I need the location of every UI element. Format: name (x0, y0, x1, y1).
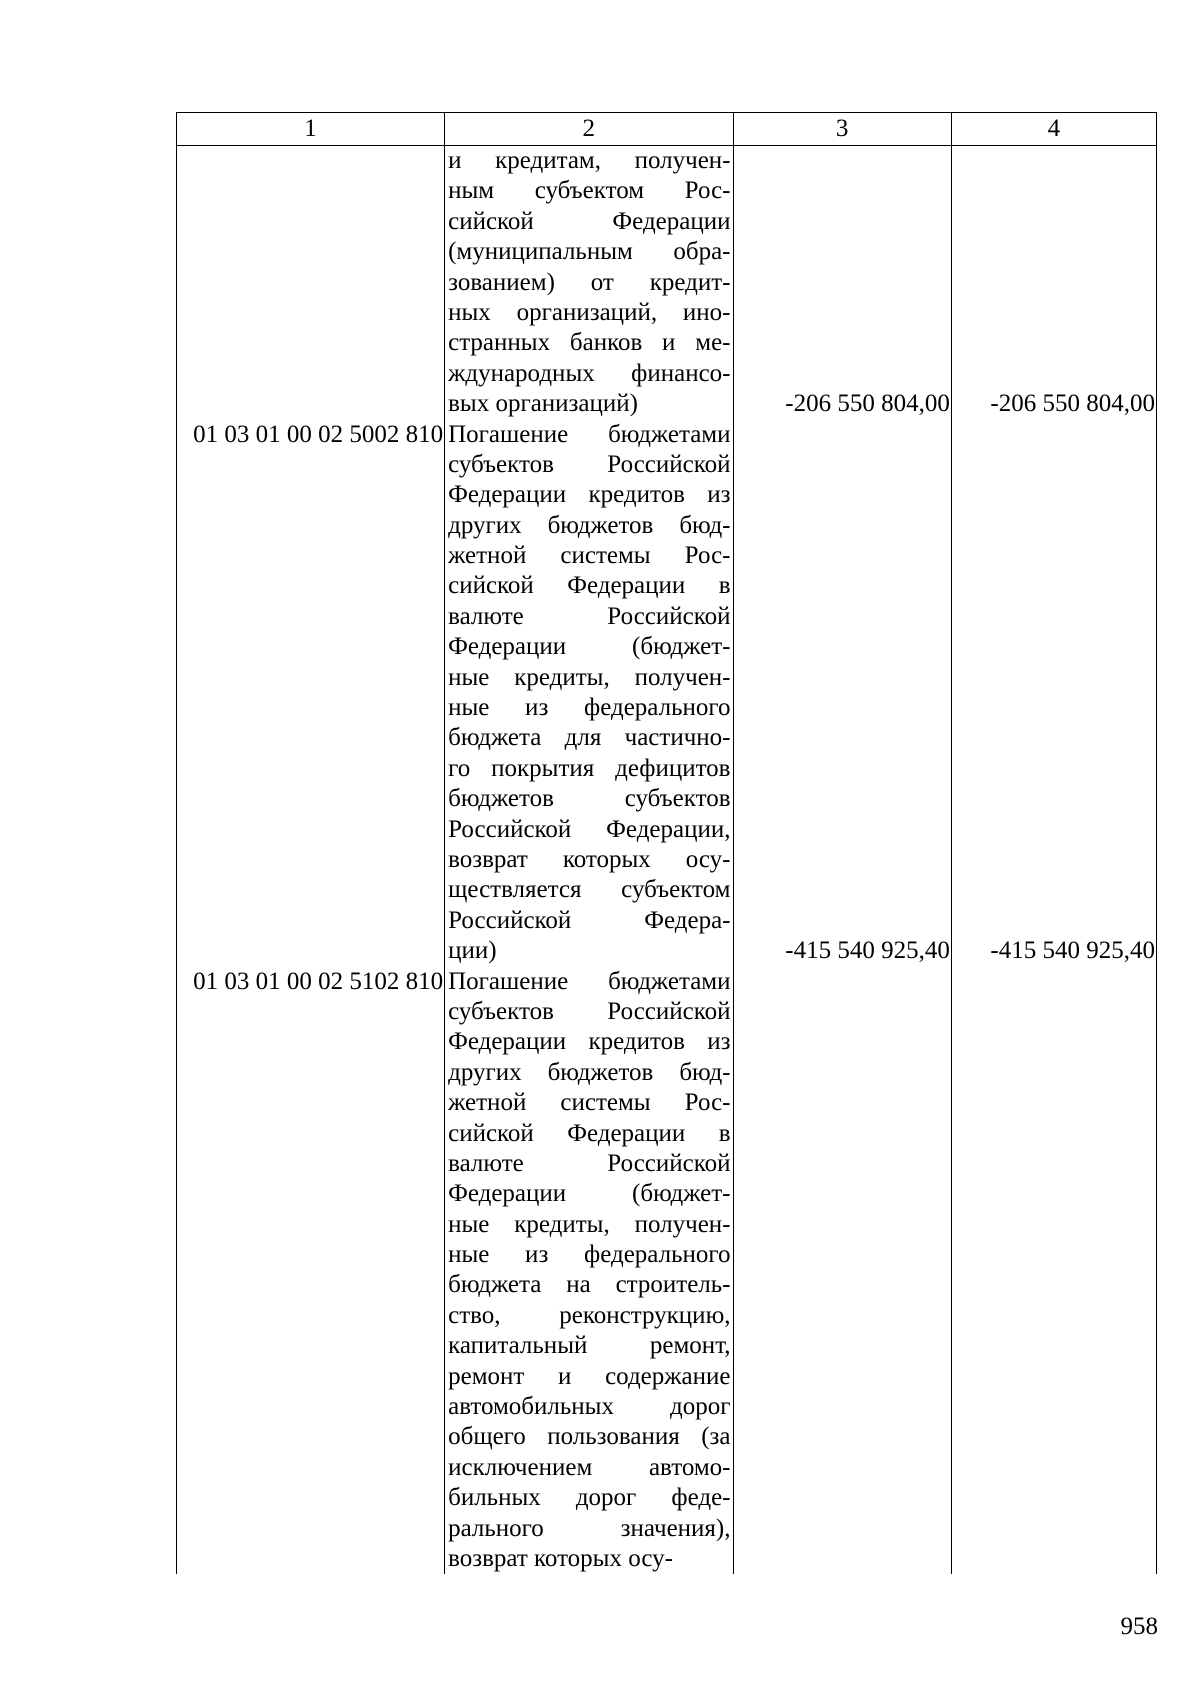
page-number: 958 (1120, 1613, 1158, 1640)
column-header-1: 1 (177, 113, 445, 146)
description-line: Федерации (бюджет- (448, 633, 731, 661)
description-cell (445, 420, 733, 967)
description-line: капитальный ремонт, (448, 1332, 731, 1360)
budget-code-cell: 01 03 01 00 02 5002 810 (177, 420, 445, 967)
description-line: Федерации кредитов из (448, 1028, 731, 1056)
description-line: сийской Федерации в (448, 1119, 731, 1147)
description-line: сийской Федерации (448, 207, 731, 235)
description-line: ные кредиты, получен- (448, 663, 731, 691)
description-line: сийской Федерации в (448, 572, 731, 600)
description-cell (445, 967, 733, 1575)
description-line: субъектов Российской (448, 450, 731, 478)
description-line: бюджета для частично- (448, 724, 731, 752)
amount-col3-cell: -415 540 925,40 (733, 420, 951, 967)
description-line: бюджета на строитель- (448, 1271, 731, 1299)
description-line: субъектов Российской (448, 997, 731, 1025)
description-line: бильных дорог феде- (448, 1484, 731, 1512)
description-line: ным субъектом Рос- (448, 177, 731, 205)
description-line: валюте Российской (448, 1149, 731, 1177)
amount-col3-cell (733, 967, 951, 1575)
column-header-3: 3 (733, 113, 951, 146)
description-line: ные из федерального (448, 1241, 731, 1269)
description-line: жетной системы Рос- (448, 542, 731, 570)
description-line: Российской Федерации, (448, 815, 731, 843)
description-line: Российской Федера- (448, 906, 731, 934)
table-row (177, 420, 1157, 967)
description-cell (445, 146, 733, 420)
description-line: других бюджетов бюд- (448, 511, 731, 539)
column-header-2: 2 (445, 113, 733, 146)
description-line: автомобильных дорог (448, 1393, 731, 1421)
description-line: (муниципальным обра- (448, 238, 731, 266)
header-row (177, 113, 1157, 146)
amount-col3-cell: -206 550 804,00 (733, 146, 951, 420)
description-line: ждународных финансо- (448, 359, 731, 387)
budget-code-cell: 01 03 01 00 02 5102 810 (177, 967, 445, 1575)
description-line: Погашение бюджетами (448, 967, 731, 995)
table-body (177, 146, 1157, 1575)
description-line: зованием) от кредит- (448, 268, 731, 296)
description-line: исключением автомо- (448, 1453, 731, 1481)
table-row (177, 146, 1157, 420)
description-line: рального значения), (448, 1514, 731, 1542)
description-line: ществляется субъектом (448, 876, 731, 904)
description-line: ции) (448, 937, 497, 965)
budget-code-cell (177, 146, 445, 420)
description-line: Погашение бюджетами (448, 420, 731, 448)
description-line: валюте Российской (448, 602, 731, 630)
table-row (177, 967, 1157, 1575)
description-line: жетной системы Рос- (448, 1089, 731, 1117)
description-line: общего пользования (за (448, 1423, 731, 1451)
description-line: возврат которых осу- (448, 845, 731, 873)
amount-col4-cell: -206 550 804,00 (951, 146, 1156, 420)
description-line: го покрытия дефицитов (448, 754, 731, 782)
amount-col4-cell (951, 967, 1156, 1575)
description-line: Федерации (бюджет- (448, 1180, 731, 1208)
description-line: странных банков и ме- (448, 329, 731, 357)
description-line: и кредитам, получен- (448, 147, 731, 174)
amount-col4-cell: -415 540 925,40 (951, 420, 1156, 967)
description-line: ные из федерального (448, 694, 731, 722)
description-line: ство, реконструкцию, (448, 1301, 731, 1329)
description-line: ных организаций, ино- (448, 298, 731, 326)
budget-table (176, 112, 1157, 1574)
description-line: возврат которых осу- (448, 1544, 673, 1572)
description-line: Федерации кредитов из (448, 481, 731, 509)
description-line: вых организаций) (448, 390, 638, 418)
description-line: ные кредиты, получен- (448, 1210, 731, 1238)
description-line: других бюджетов бюд- (448, 1058, 731, 1086)
description-line: ремонт и содержание (448, 1362, 731, 1390)
description-line: бюджетов субъектов (448, 785, 731, 813)
column-header-4: 4 (951, 113, 1156, 146)
